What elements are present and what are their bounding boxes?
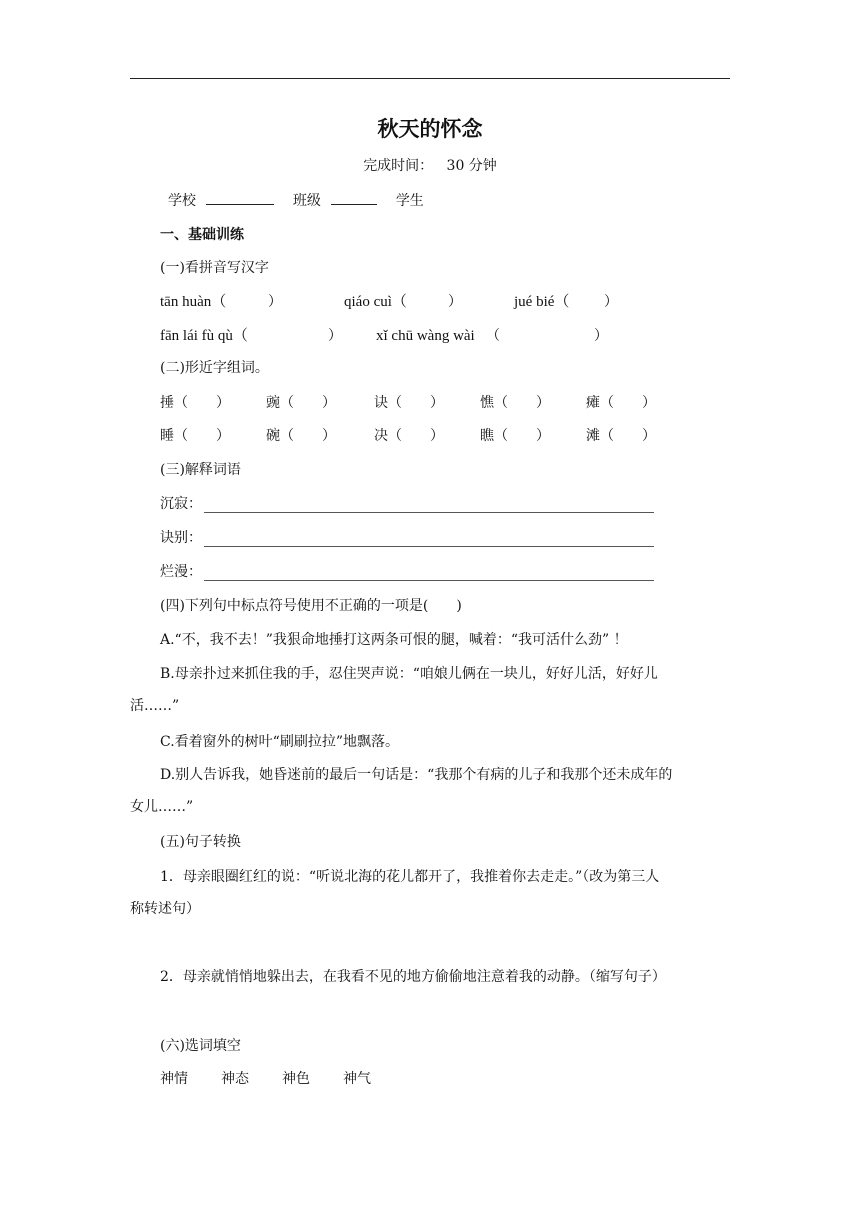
word-choice: 神色 [282, 1071, 310, 1087]
option-c: C.看着窗外的树叶“刷刷拉拉”地飘落。 [160, 734, 399, 750]
pinyin-item: xǐ chū wàng wài [376, 328, 475, 344]
option-d: D.别人告诉我，她昏迷前的最后一句话是：“我那个有病的儿子和我那个还未成年的 [160, 767, 673, 783]
completion-time [0, 156, 860, 176]
option-b: B.母亲扑过来抓住我的手，忍住哭声说：“咱娘儿俩在一块儿，好好儿活，好好儿 [160, 666, 658, 682]
student-label: 学生 [395, 193, 424, 209]
char-paren-close: ） [322, 428, 336, 444]
pinyin-close: ） [328, 328, 342, 344]
char-paren-close: ） [216, 395, 230, 411]
section-basic-training: 一、基础训练 [160, 227, 244, 243]
pinyin-close: ） [448, 294, 462, 310]
pinyin-item: jué bié（ [514, 294, 570, 310]
option-b-cont: 活……” [130, 698, 180, 714]
sentence-2: 2．母亲就悄悄地躲出去，在我看不见的地方偷偷地注意着我的动静。（缩写句子） [160, 969, 666, 985]
answer-line[interactable] [204, 580, 654, 581]
char-cell: 瞧（ [480, 428, 508, 444]
sentence-1: 1．母亲眼圈红红的说：“听说北海的花儿都开了，我推着你去走走。”（改为第三人 [160, 869, 660, 885]
sentence-1-cont: 称转述句） [130, 901, 200, 917]
char-paren-close: ） [430, 428, 444, 444]
word-choice: 神气 [343, 1071, 371, 1087]
char-paren-close: ） [536, 395, 550, 411]
q4-heading: (四)下列句中标点符号使用不正确的一项是( ) [160, 598, 462, 614]
char-paren-close: ） [430, 395, 444, 411]
char-cell: 瘫（ [586, 395, 614, 411]
char-cell: 睡（ [160, 428, 188, 444]
char-paren-close: ） [216, 428, 230, 444]
char-paren-close: ） [322, 395, 336, 411]
char-cell: 碗（ [266, 428, 294, 444]
term-label: 烂漫： [160, 564, 202, 580]
pinyin-close: ） [604, 294, 618, 310]
q3-heading: (三)解释词语 [160, 462, 241, 478]
time-label: 完成时间： [363, 158, 434, 174]
class-blank[interactable] [331, 190, 377, 205]
school-blank[interactable] [206, 190, 274, 205]
header-rule [130, 78, 730, 79]
class-label: 班级 [292, 193, 321, 209]
word-choice: 神情 [160, 1071, 188, 1087]
answer-line[interactable] [204, 546, 654, 547]
word-choice: 神态 [221, 1071, 249, 1087]
term-label: 沉寂： [160, 496, 202, 512]
term-label: 诀别： [160, 530, 202, 546]
option-d-cont: 女儿……” [130, 799, 194, 815]
q6-heading: (六)选词填空 [160, 1038, 241, 1054]
char-cell: 决（ [374, 428, 402, 444]
pinyin-close: ） [268, 294, 282, 310]
pinyin-close: ） [594, 328, 608, 344]
pinyin-item: fān lái fù qù（ [160, 328, 248, 344]
time-value: 30 分钟 [446, 158, 497, 174]
char-cell: 捶（ [160, 395, 188, 411]
q1-heading: (一)看拼音写汉字 [160, 260, 269, 276]
char-paren-close: ） [642, 428, 656, 444]
char-paren-close: ） [642, 395, 656, 411]
pinyin-item: qiáo cuì（ [344, 294, 407, 310]
school-label: 学校 [168, 193, 196, 209]
q2-heading: (二)形近字组词。 [160, 360, 269, 376]
char-paren-close: ） [536, 428, 550, 444]
option-a: A.“不，我不去！”我狠命地捶打这两条可恨的腿，喊着：“我可活什么劲” ！ [160, 632, 628, 648]
pinyin-item: tān huàn（ [160, 294, 227, 310]
char-cell: 诀（ [374, 395, 402, 411]
pinyin-open: （ [486, 328, 500, 344]
answer-line[interactable] [204, 512, 654, 513]
info-line [168, 190, 424, 211]
page-title: 秋天的怀念 [377, 117, 483, 141]
char-cell: 憔（ [480, 395, 508, 411]
char-cell: 滩（ [586, 428, 614, 444]
char-cell: 豌（ [266, 395, 294, 411]
q5-heading: (五)句子转换 [160, 834, 241, 850]
